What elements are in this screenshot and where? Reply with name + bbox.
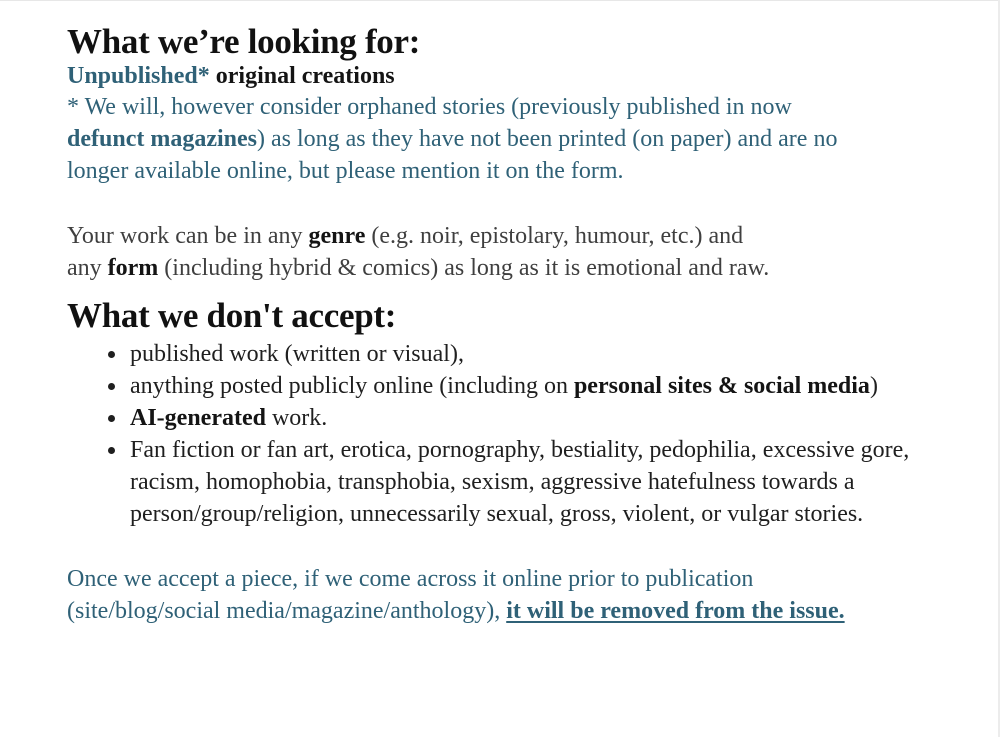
ai-generated-text: AI-generated bbox=[130, 405, 266, 431]
notice-line-2: (site/blog/social media/magazine/anthology), bbox=[67, 598, 507, 624]
personal-sites-text: personal sites & social media bbox=[573, 373, 870, 399]
unpublished-subheading bbox=[67, 62, 967, 91]
form-line-post: (including hybrid & comics) as long as it is emotional and raw. bbox=[158, 255, 770, 281]
removal-notice bbox=[67, 563, 967, 627]
top-border bbox=[0, 0, 1000, 1]
removed-from-issue-link[interactable]: it will be removed from the issue. bbox=[506, 598, 845, 624]
dont-accept-heading: What we don't accept: bbox=[67, 296, 397, 335]
submission-guidelines bbox=[67, 22, 967, 627]
genre-form-paragraph bbox=[67, 220, 967, 284]
original-creations-label: original creations bbox=[209, 63, 395, 89]
form-line-pre: any bbox=[67, 255, 108, 281]
looking-for-heading: What we’re looking for: bbox=[67, 22, 421, 61]
note-line-3: longer available online, but please mention it on the form. bbox=[67, 158, 624, 184]
list-item: • AI-generated work. bbox=[128, 402, 967, 434]
genre-text: genre bbox=[308, 223, 366, 249]
note-line-2: ) as long as they have not been printed (on paper) and are no bbox=[256, 126, 838, 152]
defunct-magazines-text: defunct magazines bbox=[67, 126, 257, 152]
notice-line-1: Once we accept a piece, if we come across it online prior to publication bbox=[67, 566, 754, 592]
unpublished-label: Unpublished* bbox=[67, 63, 210, 89]
list-item: • anything posted publicly online (including on personal sites & social media) bbox=[128, 370, 967, 402]
form-text: form bbox=[107, 255, 159, 281]
list-item: • Fan fiction or fan art, erotica, pornography, bestiality, pedophilia, excessive gore, racism, homophobia, transphobia, sexism, aggressive hatefulness towards a person/group/religion, unnecessarily sexual, gross, violent, or vulgar stories. bbox=[128, 434, 967, 530]
genre-line-post: (e.g. noir, epistolary, humour, etc.) and bbox=[365, 223, 744, 249]
dont-accept-list bbox=[67, 338, 967, 530]
list-item: • published work (written or visual), bbox=[128, 338, 967, 370]
genre-line-pre: Your work can be in any bbox=[67, 223, 309, 249]
orphaned-stories-note bbox=[67, 91, 967, 187]
note-line-1: * We will, however consider orphaned stories (previously published in now bbox=[67, 94, 792, 120]
